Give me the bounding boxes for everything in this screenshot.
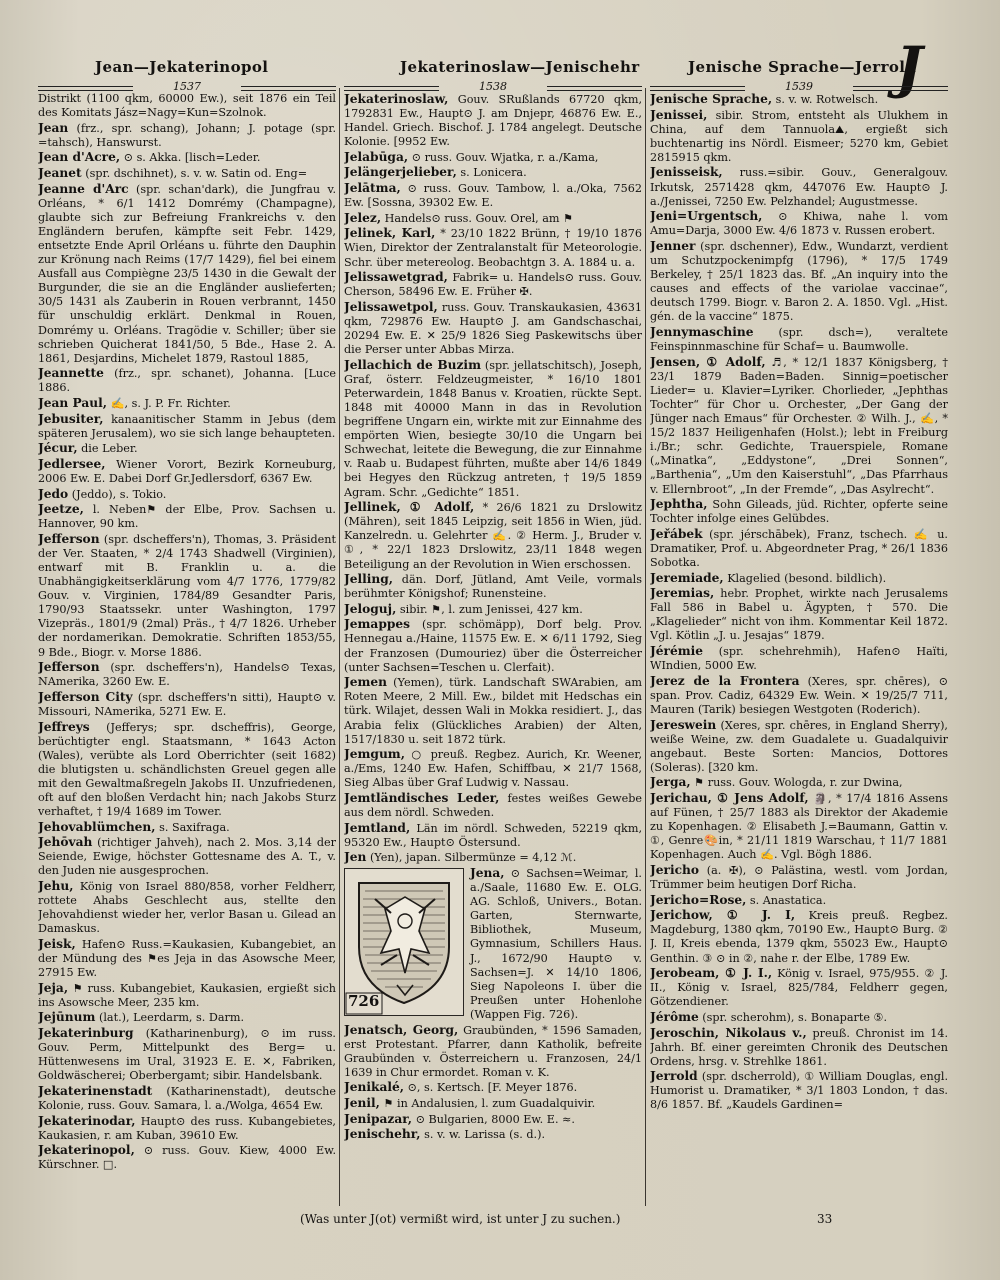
entry-text: Län im nördl. Schweden, 52219 qkm, 95320 Ew., Haupt⊙ Östersund.	[344, 821, 642, 849]
entry-headword: Jemtland,	[344, 820, 411, 835]
entry-headword: Jenisseisk,	[650, 165, 723, 180]
dictionary-entry	[650, 239, 948, 325]
entry-text: ⊙ Khiwa, nahe l. vom Amu=Darja, 3000 Ew. 4/6 1873 v. Russen erobert.	[650, 210, 948, 238]
entry-headword: Jeloguj,	[344, 601, 397, 616]
entry-headword: Jeisk,	[38, 936, 76, 951]
entry-text: s. v. w. Larissa (s. d.).	[420, 1128, 546, 1142]
entry-text: (Xeres, spr. chēres, in England Sherry), weiße Weine, zw. dem Guadalete u. Guadalquivir angebaut. Beste Sorten: Mancios, Dottores (Soleras). [320 km.	[650, 718, 948, 774]
entry-text: hebr. Prophet, wirkte nach Jerusalems Fall 586 in Babel u. Ägypten, † 570. Die „Klagelieder“ nicht von ihm. Kommentar Keil 1872. Vgl. Kötlin „J. u. Jesajas“ 1879.	[650, 587, 948, 643]
entry-headword: Jeetze,	[38, 502, 84, 517]
dictionary-entry	[38, 396, 336, 411]
entry-text: (spr. schehrehmih), Hafen⊙ Haïti, WIndien, 5000 Ew.	[650, 645, 948, 673]
entry-headword: Jérémie	[650, 644, 703, 659]
entry-headword: Jeannette	[38, 366, 104, 381]
dictionary-entry	[650, 92, 948, 107]
dictionary-entry	[38, 1143, 336, 1172]
entry-headword: Jemgum,	[344, 747, 405, 762]
entry-headword: Jekaterinopol,	[38, 1143, 135, 1158]
dictionary-entry	[344, 226, 642, 269]
footer-note: (Was unter J(ot) vermißt wird, ist unter J zu suchen.)	[300, 1212, 621, 1226]
entry-headword: Jefferson City	[38, 689, 133, 704]
entry-text: sibir. ⚑, l. zum Jenissei, 427 km.	[396, 602, 583, 616]
dictionary-entry	[650, 893, 948, 908]
entry-text: (spr. dscheffers'n), Thomas, 3. Präsident der Ver. Staaten, * 2/4 1743 Shadwell (Virginien), entwarf mit B. Franklin u. a. die Unabhängigkeitserklärung vom 4/7 1776, 1779/82 Gouv. v. Virginien, 1784/89 Gesandter Paris, 1790/93 Staatssekr. unter Washington, 1797 Vizepräs., 1801/9 (2mal) Präs., † 4/7 1826. Urheber der nordamerikan. Demokratie. Schriften 1853/55, 9 Bde., Biogr. v. Morse 1886.	[38, 532, 336, 659]
entry-headword: Jellachich de Buzim	[344, 357, 481, 372]
entry-text: (Xeres, spr. chēres), ⊙ span. Prov. Cadiz, 64329 Ew. Wein. ✕ 19/25/7 711, Mauren (Tarik) besiegen Westgoten (Roderich).	[650, 674, 948, 716]
dictionary-entry	[344, 300, 642, 357]
entry-headword: Jeremias,	[650, 586, 715, 601]
entry-headword: Jenil,	[344, 1095, 380, 1110]
column-number-left: 1537	[38, 80, 336, 93]
entry-headword: Jeřábek	[650, 526, 703, 541]
entry-headword: Jemtländisches Leder,	[344, 791, 500, 805]
entry-headword: Jennymaschine	[650, 325, 754, 339]
entry-headword: Jerez de la Frontera	[650, 673, 800, 688]
entry-text: s. Lonicera.	[456, 166, 527, 180]
dictionary-entry	[344, 602, 642, 617]
dictionary-entry	[344, 165, 642, 180]
entry-headword: Jerga,	[650, 775, 691, 790]
entry-text: Haupt⊙ des russ. Kubangebietes, Kaukasien, r. am Kuban, 39610 Ew.	[38, 1114, 336, 1142]
running-head-right: Jenische Sprache—Jerrold	[688, 58, 917, 76]
entry-headword: Jean d'Acre,	[38, 150, 121, 165]
dictionary-entry	[650, 644, 948, 673]
dictionary-entry	[650, 325, 948, 354]
entry-text: ⚑ russ. Kubangebiet, Kaukasien, ergießt sich ins Asowsche Meer, 235 km.	[38, 981, 336, 1009]
entry-headword: Jeanet	[38, 165, 82, 180]
dictionary-entry	[344, 791, 642, 820]
entry-headword: Jejūnum	[38, 1010, 96, 1025]
dictionary-entry	[38, 1084, 336, 1113]
entry-headword: Jericho	[650, 862, 699, 877]
dictionary-entry	[38, 720, 336, 820]
dictionary-entry	[38, 150, 336, 165]
entry-headword: Jeroschin, Nikolaus v.,	[650, 1025, 807, 1040]
dictionary-entry	[650, 966, 948, 1009]
entry-text: russ.=sibir. Gouv., Generalgouv. Irkutsk, 2571428 qkm, 447076 Ew. Haupt⊙ J. a./Jenissei, 7250 Ew. Pelzhandel; Augustmesse.	[650, 166, 948, 208]
entry-text: festes weißes Gewebe aus dem nördl. Schweden.	[344, 792, 642, 820]
entry-headword: Jenischehr,	[344, 1127, 421, 1142]
entry-headword: Jenipazar,	[344, 1111, 413, 1126]
column-number-right: 1539	[650, 80, 948, 93]
dictionary-entry	[344, 617, 642, 674]
entry-text: (frz., spr. schanet), Johanna. [Luce 1886.	[38, 367, 336, 395]
column-number-middle: 1538	[344, 80, 642, 93]
dictionary-entry	[38, 981, 336, 1010]
entry-headword: Jerobeam, ① J. I.,	[650, 966, 773, 981]
dictionary-entry	[344, 211, 642, 226]
entry-text: ⚑ russ. Gouv. Wologda, r. zur Dwina,	[690, 776, 903, 790]
entry-text: ○ preuß. Regbez. Aurich, Kr. Weener, a./Ems, 1240 Ew. Hafen, Schiffbau, ✕ 21/7 1568, Sieg Albas über Graf Ludwig v. Nassau.	[344, 748, 642, 790]
entry-text: * 26/6 1821 zu Drslowitz (Mähren), seit 1845 Leipzig, seit 1856 in Wien, jüd. Kanzelredn. u. Gelehrter ✍. ② Herm. J., Bruder v. ①, * 22/1 1823 Drslowitz, 23/11 1848 wegen Beteiligung an der Revolution in Wien erschossen.	[344, 501, 642, 571]
entry-headword: Jenische Sprache,	[650, 92, 773, 106]
entry-headword: Jeremiade,	[650, 570, 724, 585]
entry-headword: Jedo	[38, 486, 69, 501]
dictionary-entry	[650, 586, 948, 643]
entry-text: ⊙ Sachsen=Weimar, l. a./Saale, 11680 Ew. E. OLG. AG. Schloß, Univers., Botan. Garten, Sternwarte, Bibliothek, Museum, Gymnasium, Schillers Haus. J., 1672/90 Haupt⊙ v. Sachsen=J. ✕ 14/10 1806, Sieg Napoleons I. über die Preußen unter Hohenlohe (Wappen Fig. 726).	[470, 866, 642, 1021]
entry-text: Klagelied (besond. bildlich).	[723, 571, 887, 585]
entry-text: kanaanitischer Stamm in Jebus (dem späteren Jerusalem), wo sie sich lange behaupteten.	[38, 412, 336, 440]
dictionary-entry	[38, 412, 336, 441]
entry-text: (richtiger Jahveh), nach 2. Mos. 3,14 der Seiende, Ewige, höchster Gottesname des A. T., v. den Juden nie ausgesprochen.	[38, 836, 336, 878]
dictionary-entry	[650, 674, 948, 717]
dictionary-entry	[38, 532, 336, 660]
entry-headword: Jehovablümchen,	[38, 819, 156, 834]
dictionary-entry	[344, 1023, 642, 1080]
figure-number: 726	[348, 991, 380, 1010]
entry-headword: Jeffreys	[38, 719, 90, 734]
entry-text: (frz., spr. schang), Johann; J. potage (spr. =tahsch), Hanswurst.	[38, 121, 336, 149]
entry-text: Kreis preuß. Regbez. Magdeburg, 1380 qkm, 70190 Ew., Haupt⊙ Burg. ② J. II, Kreis ebenda, 1379 qkm, 55023 Ew., Haupt⊙ Genthin. ③ ⊙ in ②, nahe r. der Elbe, 1789 Ew.	[650, 909, 948, 965]
entry-headword: Jensen, ① Adolf,	[650, 354, 766, 369]
entry-headword: Jeja,	[38, 980, 69, 995]
entry-text: ✍, s. J. P. Fr. Richter.	[107, 396, 231, 410]
entry-text: preuß. Chronist im 14. Jahrh. Bf. einer gereimten Chronik des Deutschen Ordens, hrsg. v. Strehlke 1861.	[650, 1026, 948, 1068]
entry-text: Distrikt (1100 qkm, 60000 Ew.), seit 1876 ein Teil des Komitats Jász=Nagy=Kun=Szolnok.	[38, 92, 336, 120]
dictionary-entry	[38, 366, 336, 395]
entry-text: (spr. dscherrold), ① William Douglas, engl. Humorist u. Dramatiker, * 3/1 1803 London, † das. 8/6 1857. Bf. „Kaudels Gardinen=	[650, 1070, 948, 1112]
entry-headword: Jelinek, Karl,	[344, 226, 436, 241]
entry-text: (spr. jérschābek), Franz, tschech. ✍ u. Dramatiker, Prof. u. Abgeordneter Prag, * 26/1 1836 Sobotka.	[650, 527, 948, 569]
entry-text: (spr. dschihnet), s. v. w. Satin od. Eng=	[81, 166, 308, 180]
entry-text: (spr. schan'dark), die Jungfrau v. Orléans, * 6/1 1412 Domrémy (Champagne), glaubte sich zur Befreiung Frankreichs v. den Engländern berufen, kämpfte seit Febr. 1429, entsetzte Ende April Orléans u. führte den Dauphin zur Krönung nach Reims (17/7 1429), fiel bei einem Ausfall aus Compiègne 23/5 1430 in die Gewalt der Burgunder, die sie an die Engländer auslieferten; 30/5 1431 als Zauberin in Rouen verbrannt, 1450 für unschuldig erklärt. Denkmal in Rouen, Domrémy u. Orléans. Tragödie v. Schiller; über sie schrieben Quicherat 1841/50, 5 Bde., Hase 2. A. 1861, Desjardins, Michelet 1879, Rastoul 1885,	[38, 182, 336, 365]
dictionary-entry	[344, 150, 642, 165]
entry-text: König v. Israel, 975/955. ② J. II., König v. Israel, 825/784, Feldherr gegen, Götzendiener.	[650, 967, 948, 1009]
dictionary-entry	[344, 675, 642, 746]
entry-headword: Jeanne d'Arc	[38, 181, 129, 196]
entry-headword: Jean	[38, 120, 69, 135]
dictionary-entry	[344, 92, 642, 149]
entry-text: (Jefferys; spr. dscheffris), George, berüchtigter engl. Staatsmann, * 1643 Acton (Wales), verübte als Lord Oberrichter (seit 1682) die blutigsten u. schändlichsten Greuel gegen alle mit den Gewaltmaßregeln Jakobs II. Unzufriedenen, oft auf den bloßen Verdacht hin; nach Jakobs Sturz verhaftet, † 19/4 1689 im Tower.	[38, 720, 336, 819]
dictionary-entry	[38, 1026, 336, 1083]
entry-text: s. Saxifraga.	[155, 820, 230, 834]
dictionary-entry	[344, 572, 642, 601]
entry-text: 🗿, * 17/4 1816 Assens auf Fünen, † 25/7 1883 als Direktor der Akademie zu Kopenhagen. ② Elisabeth J.=Baumann, Gattin v. ①, Genre🎨in, * 21/11 1819 Warschau, † 11/7 1881 Kopenhagen. Auch ✍. Vgl. Bögh 1886.	[650, 792, 948, 862]
entry-text: (spr. dscheffers'n), Handels⊙ Texas, NAmerika, 3260 Ew. E.	[38, 661, 336, 689]
entry-text: (lat.), Leerdarm, s. Darm.	[95, 1011, 245, 1025]
entry-headword: Jelängerjelieber,	[344, 165, 457, 180]
dictionary-entry	[344, 1080, 642, 1095]
entry-text: (Yemen), türk. Landschaft SWArabien, am Roten Meere, 2 Mill. Ew., bildet mit Hedschas ein türk. Wilajet, dessen Wali in Mokka residiert. J., das Arabia felix (Glückliches Arabien) der Alten, 1517/1830 u. seit 1872 türk.	[344, 676, 642, 746]
entry-text: (spr. dscheffers'n sitti), Haupt⊙ v. Missouri, NAmerika, 5271 Ew. E.	[38, 690, 336, 718]
dictionary-entry	[38, 121, 336, 150]
entry-headword: Jen	[344, 850, 367, 865]
entry-text: russ. Gouv. Transkaukasien, 43631 qkm, 729876 Ew. Haupt⊙ J. am Gandschaschai, 20294 Ew. E. ✕ 25/9 1826 Sieg Paskewitschs über die Perser unter Abbas Mirza.	[344, 300, 642, 357]
entry-headword: Jenatsch, Georg,	[344, 1022, 459, 1037]
entry-text: s. Anastatica.	[746, 893, 827, 907]
entry-text: ⊙ Bulgarien, 8000 Ew. E. ≈.	[412, 1112, 575, 1126]
dictionary-entry	[650, 775, 948, 790]
entry-text: (spr. dsch=), veraltete Feinspinnmaschine für Schaf= u. Baumwolle.	[650, 326, 948, 354]
entry-text: (spr. schömäpp), Dorf belg. Prov. Hennegau a./Haine, 11575 Ew. E. ✕ 6/11 1792, Sieg der Franzosen (Dumouriez) über die Österreicher (unter Sachsen=Teschen u. Clerfait).	[344, 618, 642, 674]
running-head-left: Jean—Jekaterinopol	[95, 58, 269, 76]
dictionary-entry	[650, 165, 948, 208]
entry-text: (Katharinenburg), ⊙ im russ. Gouv. Perm, Mittelpunkt des Berg= u. Hüttenwesens im Ural, 31923 E. E. ✕, Fabriken, Goldwäscherei; Oberbergamt; sibir. Handelsbank.	[38, 1027, 336, 1083]
entry-text: Sohn Gileads, jüd. Richter, opferte seine Tochter infolge eines Gelübdes.	[650, 498, 948, 526]
entry-headword: Jerichau, ① Jens Adolf,	[650, 791, 809, 805]
entry-text: König von Israel 880/858, vorher Feldherr, rottete Ahabs Geschlecht aus, stellte den Jehovahdienst wieder her, verlor Basan u. Gilead an Damaskus.	[38, 880, 336, 936]
dictionary-entry	[38, 820, 336, 835]
dictionary-entry	[344, 1112, 642, 1127]
entry-headword: Jécur,	[38, 441, 78, 456]
dictionary-entry	[38, 937, 336, 980]
entry-text: ⊙ s. Akka. [lisch=Leder.	[120, 151, 261, 165]
entry-text: (a. ✠), ⊙ Palästina, westl. vom Jordan, Trümmer beim heutigen Dorf Richa.	[650, 863, 948, 892]
dictionary-entry	[344, 358, 642, 500]
entry-text: Gouv. SRußlands 67720 qkm, 1792831 Ew., Haupt⊙ J. am Dnjepr, 46876 Ew. E., Handel. Griech. Bischof. J. 1784 angelegt. Deutsche Kolonie. [9952 Ew.	[344, 93, 642, 149]
entry-headword: Jefferson	[38, 531, 100, 546]
entry-text: Wiener Vorort, Bezirk Korneuburg, 2006 Ew. E. Dabei Dorf Gr.Jedlersdorf, 6367 Ew.	[38, 457, 336, 485]
entry-headword: Jemappes	[344, 617, 410, 632]
entry-text: ⊙ russ. Gouv. Wjatka, r. a./Kama,	[408, 150, 599, 164]
entry-text: ⊙, s. Kertsch. [F. Meyer 1876.	[403, 1081, 578, 1095]
entry-headword: Jekaterinburg	[38, 1026, 134, 1040]
dictionary-entry	[650, 527, 948, 570]
dictionary-entry	[344, 850, 642, 865]
entry-text: (Jeddo), s. Tokio.	[68, 487, 167, 501]
entry-headword: Jephtha,	[650, 497, 708, 512]
dictionary-entry	[38, 879, 336, 936]
column-divider	[339, 88, 340, 1206]
entry-headword: Jelissawetpol,	[344, 299, 438, 314]
entry-text: Handels⊙ russ. Gouv. Orel, am ⚑	[381, 211, 574, 225]
entry-text: sibir. Strom, entsteht als Ulukhem in China, auf dem Tannuola⛰, ergießt sich buchtenartig ins Nördl. Eismeer; 5270 km, Gebiet 2815915 qkm.	[650, 108, 948, 164]
column-middle	[344, 92, 642, 1204]
entry-text: dän. Dorf, Jütland, Amt Veile, vormals berühmter Königshof; Runensteine.	[344, 573, 642, 601]
entry-headword: Jemen	[344, 675, 388, 690]
entry-text: (spr. dschenner), Edw., Wundarzt, verdient um Schutzpockenimpfg (1796), * 17/5 1749 Berkeley, † 25/1 1823 das. Bf. „An inquiry into the causes and effects of the variolae vaccinae“, deutsch 1799. Biogr. v. Baron 2. A. 1850. Vgl. „Hist. gén. de la vaccine“ 1875.	[650, 239, 948, 324]
dictionary-entry	[344, 747, 642, 790]
entry-headword: Jedlersee,	[38, 456, 106, 471]
entry-headword: Jelabūga,	[344, 149, 409, 164]
dictionary-entry	[38, 835, 336, 878]
entry-headword: Jelātma,	[344, 181, 401, 196]
dictionary-entry	[650, 908, 948, 965]
entry-headword: Jerrold	[650, 1069, 698, 1084]
dictionary-entry	[650, 1010, 948, 1025]
entry-headword: Jekaterinenstadt	[38, 1083, 153, 1098]
dictionary-entry	[38, 487, 336, 502]
entry-headword: Jean Paul,	[38, 395, 107, 410]
entry-text: (spr. jellatschitsch), Joseph, Graf, österr. Feldzeugmeister, * 16/10 1801 Peterwardein, 1848 Banus v. Kroatien, rückte Sept. 1848 mit 40000 Mann in das in Revolution begriffene Ungarn ein, wirkte mit zur Einnahme des empörten Wien, besiegte 30/10 die Ungarn bei Schwechat, leitete die Bewegung, die zur Einnahme v. Raab u. Budapest führten, mußte aber 14/6 1849 bei Hegyes den Rückzug antreten, † 19/5 1859 Agram. Schr. „Gedichte“ 1851.	[344, 358, 642, 499]
dictionary-entry	[344, 866, 642, 1022]
dictionary-entry	[650, 1026, 948, 1069]
dictionary-entry	[344, 1096, 642, 1111]
entry-headword: Jena,	[470, 865, 505, 880]
dictionary-entry	[38, 457, 336, 486]
dictionary-entry	[38, 690, 336, 719]
column-right	[650, 92, 948, 1204]
entry-headword: Jerichow, ① J. I,	[650, 908, 796, 923]
dictionary-entry	[38, 1114, 336, 1143]
dictionary-entry	[38, 182, 336, 366]
entry-text: s. v. w. Rotwelsch.	[772, 93, 879, 106]
entry-text: ⚑ in Andalusien, l. zum Guadalquivir.	[379, 1096, 596, 1110]
entry-text: (Katharinenstadt), deutsche Kolonie, russ. Gouv. Samara, l. a./Wolga, 4654 Ew.	[38, 1084, 336, 1112]
dictionary-entry	[650, 209, 948, 238]
entry-text: Hafen⊙ Russ.=Kaukasien, Kubangebiet, an der Mündung des ⚑es Jeja in das Asowsche Meer, 27915 Ew.	[38, 937, 336, 980]
running-head-middle: Jekaterinoslaw—Jenischehr	[400, 58, 640, 76]
entry-headword: Jefferson	[38, 660, 100, 675]
entry-text: Fabrik= u. Handels⊙ russ. Gouv. Cherson, 58496 Ew. E. Früher ✠.	[344, 271, 642, 299]
entry-headword: Jeni=Urgentsch,	[650, 209, 763, 224]
dictionary-entry	[650, 791, 948, 862]
entry-headword: Jekaterinoslaw,	[344, 92, 449, 106]
entry-headword: Jelissawetgrad,	[344, 270, 448, 285]
dictionary-entry	[650, 355, 948, 497]
entry-headword: Jérôme	[650, 1009, 699, 1024]
entry-text: ⊙ russ. Gouv. Kiew, 4000 Ew. Kürschner. □.	[38, 1144, 336, 1172]
entry-text: (spr. scherohm), s. Bonaparte ⑤.	[698, 1010, 888, 1024]
entry-text: die Leber.	[77, 442, 138, 456]
column-divider	[645, 88, 646, 1206]
dictionary-entry	[344, 821, 642, 850]
dictionary-entry	[344, 500, 642, 571]
dictionary-entry	[344, 181, 642, 210]
dictionary-entry	[650, 863, 948, 892]
entry-headword: Jelling,	[344, 572, 394, 587]
dictionary-entry	[38, 1010, 336, 1025]
entry-headword: Jenner	[650, 238, 696, 253]
entry-headword: Jelez,	[344, 210, 382, 225]
entry-headword: Jericho=Rose,	[650, 892, 747, 907]
dictionary-entry	[344, 1127, 642, 1142]
entry-headword: Jehu,	[38, 879, 74, 894]
entry-headword: Jenissei,	[650, 107, 708, 122]
dictionary-entry	[650, 497, 948, 526]
entry-text: ♬, * 12/1 1837 Königsberg, † 23/1 1879 Baden=Baden. Sinnig=poetischer Lieder= u. Klavier=Lyriker. Chorlieder, „Jephthas Tochter“ für Chor u. Orchester, „Der Gang der Jünger nach Emaus“ für Orchester. ② Wilh. J., ✍, * 15/2 1837 Heiligenhafen (Holst.); lebt in Freiburg i./Br.; schr. Gedichte, Trauerspiele, Romane („Minatka“, „Eddystone“, „Drei Sonnen“, „Barthenia“, „Um den Kaiserstuhl“, „Das Pfarrhaus v. Ellernbroot“, „In der Fremde“, „Das Asylrecht“.	[650, 355, 948, 496]
entry-headword: Jebusiter,	[38, 411, 104, 426]
column-left	[38, 92, 336, 1204]
section-letter: J	[896, 35, 923, 101]
entry-headword: Jekaterinodar,	[38, 1113, 136, 1128]
dictionary-entry	[650, 1069, 948, 1112]
dictionary-entry	[38, 166, 336, 181]
entry-headword: Jereswein	[650, 717, 717, 732]
entry-text: ⊙ russ. Gouv. Tambow, l. a./Oka, 7562 Ew. [Sossna, 39302 Ew. E.	[344, 182, 642, 210]
dictionary-entry	[650, 571, 948, 586]
entry-headword: Jehōvah	[38, 835, 93, 850]
dictionary-entry	[650, 108, 948, 165]
entry-text: * 23/10 1822 Brünn, † 19/10 1876 Wien, Direktor der Zentralanstalt für Meteorologie. Schr. über metereolog. Beobachtgn 3. A. 1884 u. a.	[344, 227, 642, 269]
dictionary-entry	[38, 441, 336, 456]
dictionary-entry	[38, 502, 336, 531]
entry-text: l. Neben⚑ der Elbe, Prov. Sachsen u. Hannover, 90 km.	[38, 503, 336, 531]
entry-headword: Jenikalé,	[344, 1080, 404, 1095]
dictionary-entry	[38, 660, 336, 689]
dictionary-entry	[38, 92, 336, 120]
dictionary-entry	[344, 270, 642, 299]
dictionary-entry	[650, 718, 948, 775]
entry-headword: Jellinek, ① Adolf,	[344, 500, 475, 515]
entry-text: (Yen), japan. Silbermünze = 4,12 ℳ.	[366, 851, 577, 865]
jena-coat-of-arms-figure	[344, 868, 464, 1016]
entry-text: Graubünden, * 1596 Samaden, erst Protestant. Pfarrer, dann Katholik, befreite Graubünden v. Österreichern u. Franzosen, 24/1 1639 in Chur ermordet. Roman v. K.	[344, 1023, 642, 1079]
folio-number: 33	[817, 1212, 833, 1226]
